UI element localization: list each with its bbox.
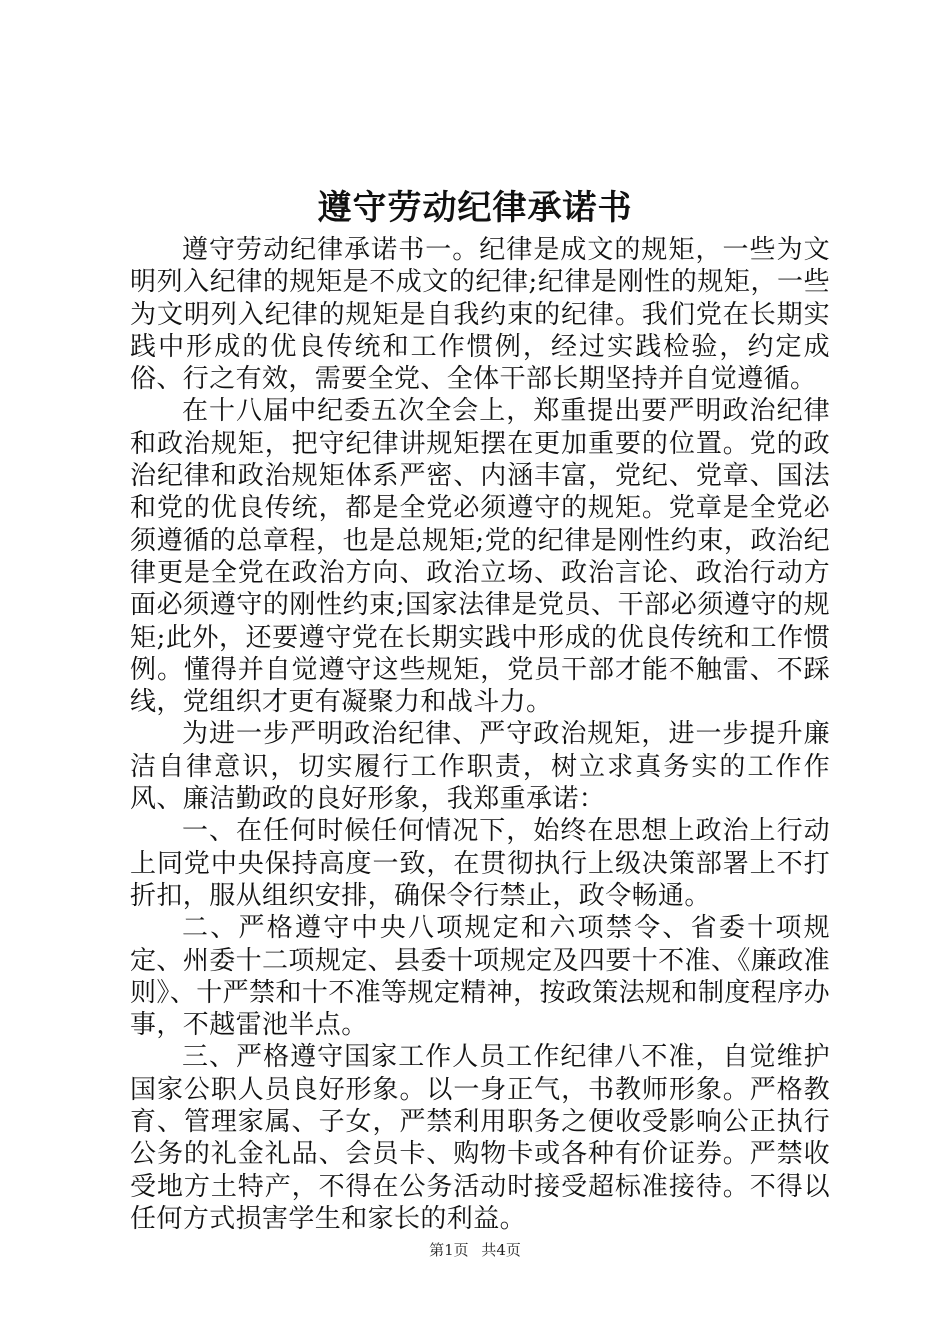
page-total: 共4页 [481, 1241, 521, 1259]
document-body [130, 234, 830, 1235]
paragraph-4: 一、在任何时候任何情况下，始终在思想上政治上行动上同党中央保持高度一致，在贯彻执行上级决策部署上不打折扣，服从组织安排，确保令行禁止，政令畅通。 [130, 816, 830, 911]
paragraph-2: 在十八届中纪委五次全会上，郑重提出要严明政治纪律和政治规矩，把守纪律讲规矩摆在更加重要的位置。党的政治纪律和政治规矩体系严密、内涵丰富，党纪、党章、国法和党的优良传统，都是全党必须遵守的规矩。党章是全党必须遵循的总章程，也是总规矩;党的纪律是刚性约束，政治纪律更是全党在政治方向、政治立场、政治言论、政治行动方面必须遵守的刚性约束;国家法律是党员、干部必须遵守的规矩;此外，还要遵守党在长期实践中形成的优良传统和工作惯例。懂得并自觉遵守这些规矩，党员干部才能不触雷、不踩线，党组织才更有凝聚力和战斗力。 [130, 396, 830, 718]
paragraph-5: 二、严格遵守中央八项规定和六项禁令、省委十项规定、州委十二项规定、县委十项规定及四要十不准、《廉政准则》、十严禁和十不准等规定精神，按政策法规和制度程序办事，不越雷池半点。 [130, 913, 830, 1041]
paragraph-3: 为进一步严明政治纪律、严守政治规矩，进一步提升廉洁自律意识，切实履行工作职责，树立求真务实的工作作风、廉洁勤政的良好形象，我郑重承诺： [130, 719, 830, 815]
document-title: 遵守劳动纪律承诺书 [317, 188, 633, 228]
paragraph-1: 遵守劳动纪律承诺书一。纪律是成文的规矩，一些为文明列入纪律的规矩是不成文的纪律;纪律是刚性的规矩，一些为文明列入纪律的规矩是自我约束的纪律。我们党在长期实践中形成的优良传统和工作惯例，经过实践检验，约定成俗、行之有效，需要全党、全体干部长期坚持并自觉遵循。 [130, 235, 830, 395]
paragraph-6: 三、严格遵守国家工作人员工作纪律八不准，自觉维护国家公职人员良好形象。以一身正气，书教师形象。严格教育、管理家属、子女，严禁利用职务之便收受影响公正执行公务的礼金礼品、会员卡、购物卡或各种有价证券。严禁收受地方土特产，不得在公务活动时接受超标准接待。不得以任何方式损害学生和家长的利益。 [130, 1042, 830, 1234]
page-footer [0, 1240, 950, 1260]
page-number: 第1页 [429, 1241, 469, 1259]
